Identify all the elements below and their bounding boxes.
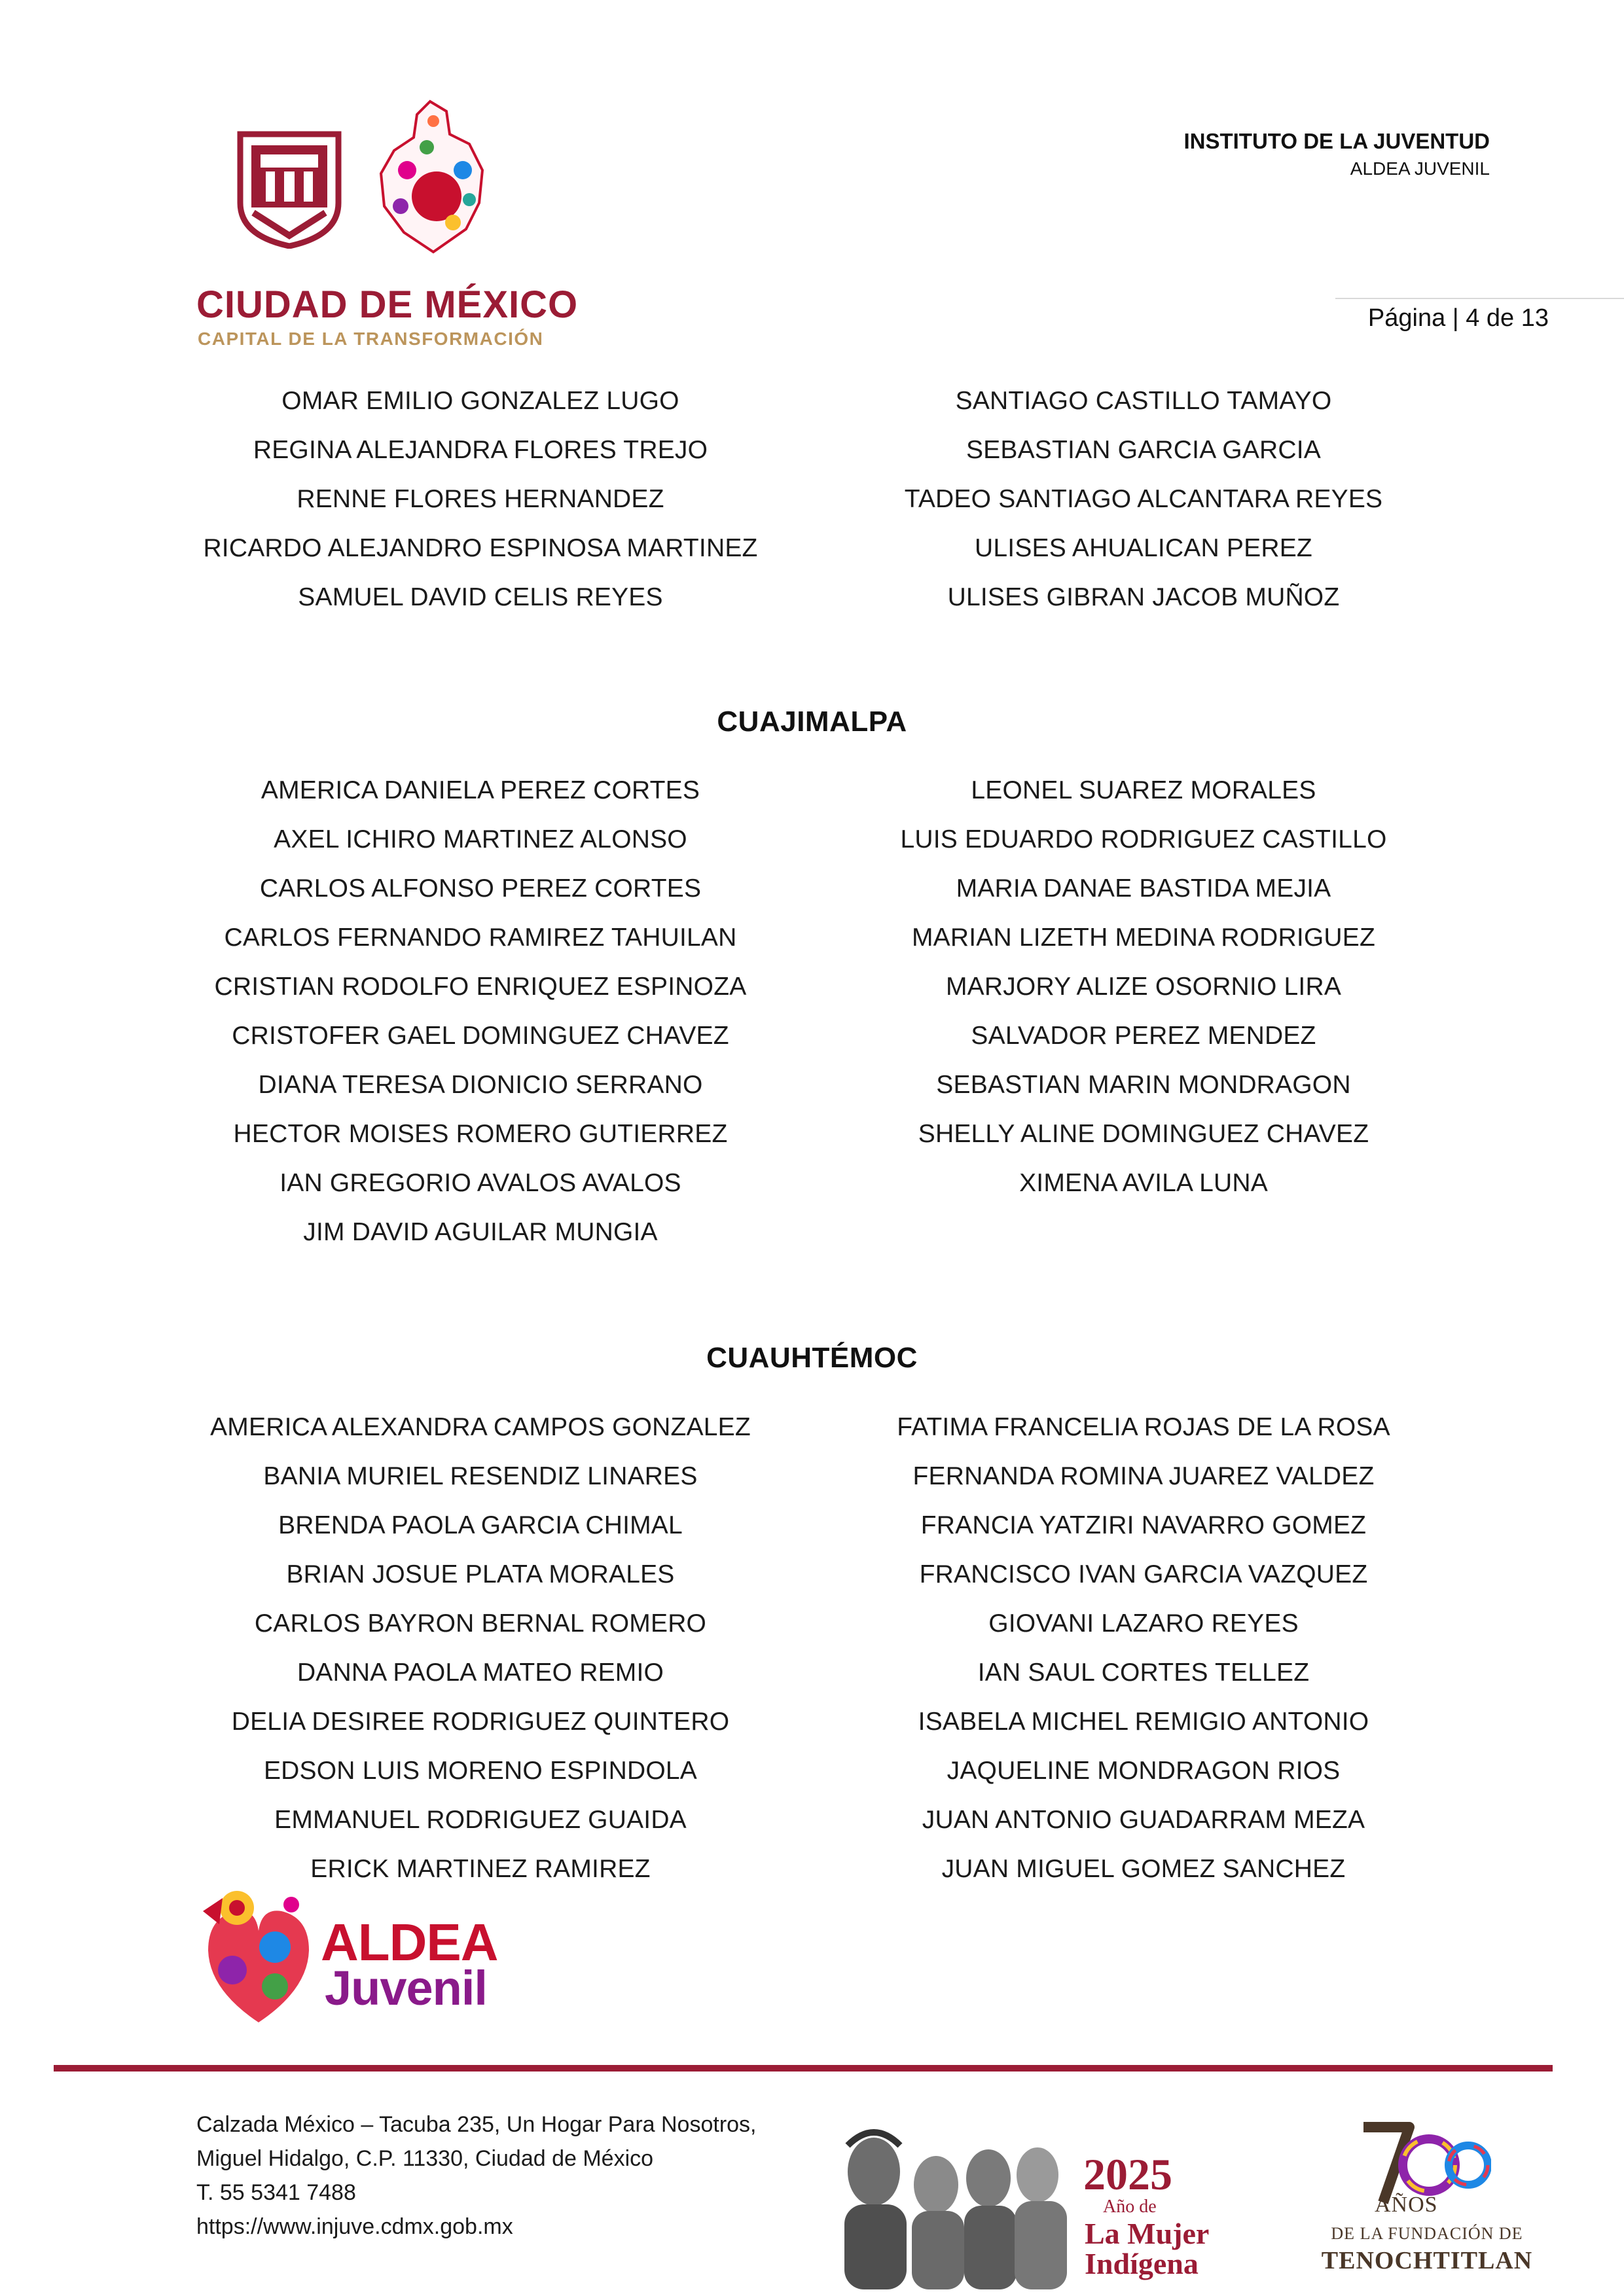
name-item: FATIMA FRANCELIA ROJAS DE LA ROSA xyxy=(897,1413,1390,1441)
tenochtitlan-700-years-logo xyxy=(1309,2121,1545,2291)
footer-divider xyxy=(54,2065,1553,2072)
website-link[interactable]: https://www.injuve.cdmx.gob.mx xyxy=(196,2214,513,2239)
phone-number: T. 55 5341 7488 xyxy=(196,2180,356,2205)
name-item: AMERICA ALEXANDRA CAMPOS GONZALEZ xyxy=(210,1413,751,1441)
name-item: AXEL ICHIRO MARTINEZ ALONSO xyxy=(274,825,687,853)
name-item: RICARDO ALEJANDRO ESPINOSA MARTINEZ xyxy=(203,534,758,562)
name-item: ISABELA MICHEL REMIGIO ANTONIO xyxy=(918,1708,1369,1736)
name-item: JIM DAVID AGUILAR MUNGIA xyxy=(303,1218,658,1246)
cuauhtemoc-right-column xyxy=(816,1403,1471,1893)
name-item: IAN SAUL CORTES TELLEZ xyxy=(977,1659,1310,1687)
indigena-text: Indígena xyxy=(1085,2247,1199,2280)
name-item: MARIAN LIZETH MEDINA RODRIGUEZ xyxy=(911,924,1376,952)
section-heading-cuauhtemoc: CUAUHTÉMOC xyxy=(706,1342,918,1374)
name-item: DIANA TERESA DIONICIO SERRANO xyxy=(258,1071,703,1099)
aldea-heart-icon xyxy=(196,1885,321,2029)
name-item: ERICK MARTINEZ RAMIREZ xyxy=(310,1855,651,1883)
page-number: Página | 4 de 13 xyxy=(1367,304,1549,332)
name-item: ULISES AHUALICAN PEREZ xyxy=(975,534,1312,562)
footer-address xyxy=(196,2108,757,2244)
name-item: JUAN MIGUEL GOMEZ SANCHEZ xyxy=(941,1855,1346,1883)
name-item: SEBASTIAN GARCIA GARCIA xyxy=(965,436,1322,464)
name-item: DELIA DESIREE RODRIGUEZ QUINTERO xyxy=(231,1708,730,1736)
juvenil-word: Juvenil xyxy=(325,1961,487,2015)
name-item: BANIA MURIEL RESENDIZ LINARES xyxy=(263,1462,698,1490)
name-item: BRIAN JOSUE PLATA MORALES xyxy=(286,1560,675,1588)
name-item: JUAN ANTONIO GUADARRAM MEZA xyxy=(922,1806,1365,1834)
tenochtitlan-text: TENOCHTITLAN xyxy=(1321,2247,1533,2274)
name-item: BRENDA PAOLA GARCIA CHIMAL xyxy=(278,1511,683,1539)
name-item: CRISTIAN RODOLFO ENRIQUEZ ESPINOZA xyxy=(214,973,747,1001)
name-item: SALVADOR PEREZ MENDEZ xyxy=(971,1022,1316,1050)
name-item: GIOVANI LAZARO REYES xyxy=(988,1609,1299,1638)
name-item: CARLOS ALFONSO PEREZ CORTES xyxy=(259,874,702,903)
name-item: TADEO SANTIAGO ALCANTARA REYES xyxy=(904,485,1383,513)
name-item: EDSON LUIS MORENO ESPINDOLA xyxy=(263,1757,698,1785)
logo-city-text: CIUDAD DE MÉXICO xyxy=(196,283,579,326)
name-item: JAQUELINE MONDRAGON RIOS xyxy=(947,1757,1341,1785)
cdmx-shield-icon xyxy=(237,131,342,249)
cuajimalpa-left-column xyxy=(153,766,808,1257)
name-item: LUIS EDUARDO RODRIGUEZ CASTILLO xyxy=(900,825,1387,853)
institute-title: INSTITUTO DE LA JUVENTUD xyxy=(1183,129,1490,153)
name-item: REGINA ALEJANDRA FLORES TREJO xyxy=(253,436,708,464)
name-item: FERNANDA ROMINA JUAREZ VALDEZ xyxy=(912,1462,1375,1490)
logo-tagline-text: CAPITAL DE LA TRANSFORMACIÓN xyxy=(198,329,544,349)
continued-right-column xyxy=(816,376,1471,622)
name-item: SEBASTIAN MARIN MONDRAGON xyxy=(936,1071,1351,1099)
name-item: AMERICA DANIELA PEREZ CORTES xyxy=(261,776,700,804)
name-item: SANTIAGO CASTILLO TAMAYO xyxy=(955,387,1332,415)
year-of-indigenous-women-logo xyxy=(828,2113,1234,2289)
institute-subtitle: ALDEA JUVENIL xyxy=(1350,158,1490,179)
cuajimalpa-right-column xyxy=(816,766,1471,1208)
year-2025-text: 2025 xyxy=(1083,2149,1172,2199)
la-mujer-text: La Mujer xyxy=(1085,2217,1210,2250)
cuauhtemoc-left-column xyxy=(153,1403,808,1893)
name-item: FRANCISCO IVAN GARCIA VAZQUEZ xyxy=(919,1560,1368,1588)
address-line: Calzada México – Tacuba 235, Un Hogar Para Nosotros, xyxy=(196,2112,757,2137)
anos-text: AÑOS xyxy=(1375,2193,1438,2217)
page-number-divider xyxy=(1335,298,1624,299)
name-item: ULISES GIBRAN JACOB MUÑOZ xyxy=(947,583,1340,611)
name-item: DANNA PAOLA MATEO REMIO xyxy=(297,1659,664,1687)
cdmx-logo xyxy=(196,98,579,353)
name-item: SAMUEL DAVID CELIS REYES xyxy=(298,583,663,611)
fundacion-text: DE LA FUNDACIÓN DE xyxy=(1331,2224,1523,2243)
aldea-juvenil-logo xyxy=(196,1885,524,2029)
name-item: HECTOR MOISES ROMERO GUTIERREZ xyxy=(233,1120,728,1148)
cdmx-heart-map-icon xyxy=(368,98,499,255)
name-item: CARLOS FERNANDO RAMIREZ TAHUILAN xyxy=(224,924,737,952)
name-item: OMAR EMILIO GONZALEZ LUGO xyxy=(281,387,679,415)
name-item: LEONEL SUAREZ MORALES xyxy=(971,776,1316,804)
indigenous-women-portraits-image xyxy=(828,2113,1077,2289)
year-sub-text: Año de xyxy=(1103,2197,1157,2217)
name-item: CRISTOFER GAEL DOMINGUEZ CHAVEZ xyxy=(232,1022,729,1050)
name-item: MARIA DANAE BASTIDA MEJIA xyxy=(956,874,1331,903)
address-line: Miguel Hidalgo, C.P. 11330, Ciudad de México xyxy=(196,2146,654,2171)
name-item: IAN GREGORIO AVALOS AVALOS xyxy=(280,1169,681,1197)
name-item: MARJORY ALIZE OSORNIO LIRA xyxy=(945,973,1342,1001)
section-heading-cuajimalpa: CUAJIMALPA xyxy=(717,706,907,738)
name-item: CARLOS BAYRON BERNAL ROMERO xyxy=(254,1609,707,1638)
name-item: FRANCIA YATZIRI NAVARRO GOMEZ xyxy=(920,1511,1367,1539)
name-item: EMMANUEL RODRIGUEZ GUAIDA xyxy=(274,1806,687,1834)
continued-left-column xyxy=(153,376,808,622)
name-item: SHELLY ALINE DOMINGUEZ CHAVEZ xyxy=(918,1120,1369,1148)
name-item: XIMENA AVILA LUNA xyxy=(1019,1169,1268,1197)
name-item: RENNE FLORES HERNANDEZ xyxy=(297,485,664,513)
aldea-word: ALDEA xyxy=(321,1913,498,1971)
